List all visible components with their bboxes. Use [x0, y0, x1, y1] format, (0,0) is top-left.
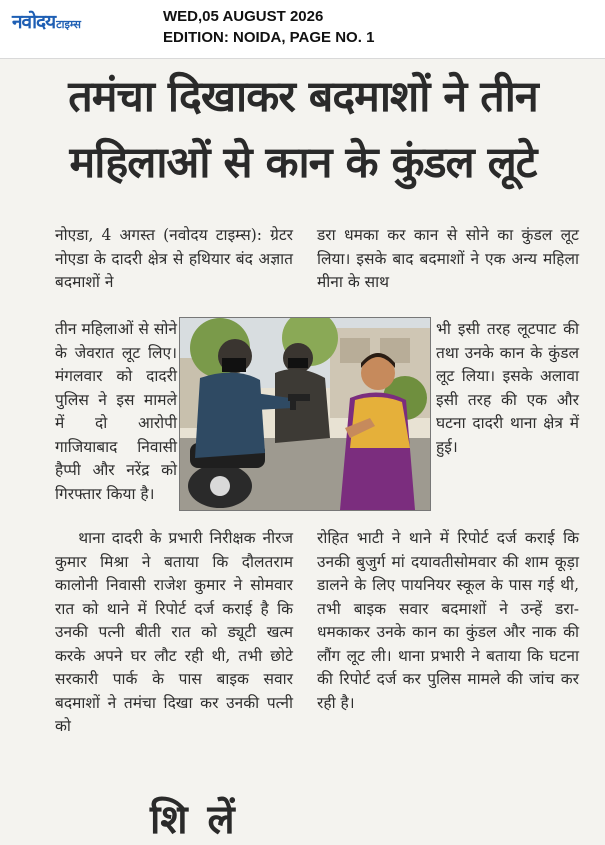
article-paragraph-3-wrap: भी इसी तरह लूटपाट की तथा उनके कान के कुंडल लूट लिया। इसके अलावा इसी तरह की एक और घटना दादरी थाना क्षेत्र में हुई।	[436, 320, 579, 456]
newspaper-logo[interactable]	[12, 8, 81, 34]
brand-sub: टाइम्स	[56, 18, 81, 31]
article-illustration	[179, 317, 431, 511]
headline-line-2: महिलाओं से कान के कुंडल लूटे	[69, 138, 537, 188]
article-paragraph-2: थाना दादरी के प्रभारी निरीक्षक नीरज कुमार मिश्रा ने बताया कि दौलतराम कालोनी निवासी राजेश कुमार ने सोमवार रात को थाने में रिपोर्ट दर्ज कराई है कि उनकी पत्नी बीती रात को ड्यूटी खत्म करके अपने घर लौट रही थी, तभी छोटे सरकारी पार्क के पास बाइक सवार बदमाशों ने तमंचा दिखा कर उनकी पत्नी को	[55, 529, 293, 735]
headline-line-1: तमंचा दिखाकर बदमाशों ने तीन	[68, 72, 538, 122]
article-paragraph-1-top: नोएडा, 4 अगस्त (नवोदय टाइम्स): ग्रेटर नोएडा के दादरी क्षेत्र से हथियार बंद अज्ञात बदमाशों ने	[55, 226, 293, 291]
article-headline	[8, 64, 598, 196]
masthead	[0, 0, 605, 59]
next-article-headline-fragment: शि लें	[150, 797, 238, 843]
article-paragraph-4: रोहित भाटी ने थाने में रिपोर्ट दर्ज कराई कि उनकी बुजुर्ग मां दयावतीसोमवार की शाम कूड़ा डालने के लिए पायनियर स्कूल के पास गई थी, तभी बाइक सवार बदमाशों ने उन्हें डरा- धमकाकर उनके कान का कुंडल और नाक की लौंग लूट ली। थाना प्रभारी ने बताया कि घटना की रिपोर्ट दर्ज कर पुलिस मामले की जांच कर रही है।	[317, 529, 579, 712]
robbery-illustration-image	[180, 318, 430, 510]
article-paragraph-3-top: डरा धमका कर कान से सोने का कुंडल लूट लिया। इसके बाद बदमाशों ने एक अन्य महिला मीना के साथ	[317, 226, 579, 291]
edition-date: WED,05 AUGUST 2026	[163, 8, 324, 25]
edition-info: EDITION: NOIDA, PAGE NO. 1	[163, 29, 375, 46]
brand-main: नवोदय	[12, 11, 56, 33]
article-paragraph-1-wrap: तीन महिलाओं से सोने के जेवरात लूट लिए। मंगलवार को दादरी पुलिस ने इस मामले में दो आरोपी गाजियाबाद निवासी हैप्पी और नरेंद्र को गिरफ्तार किया है।	[55, 320, 177, 503]
